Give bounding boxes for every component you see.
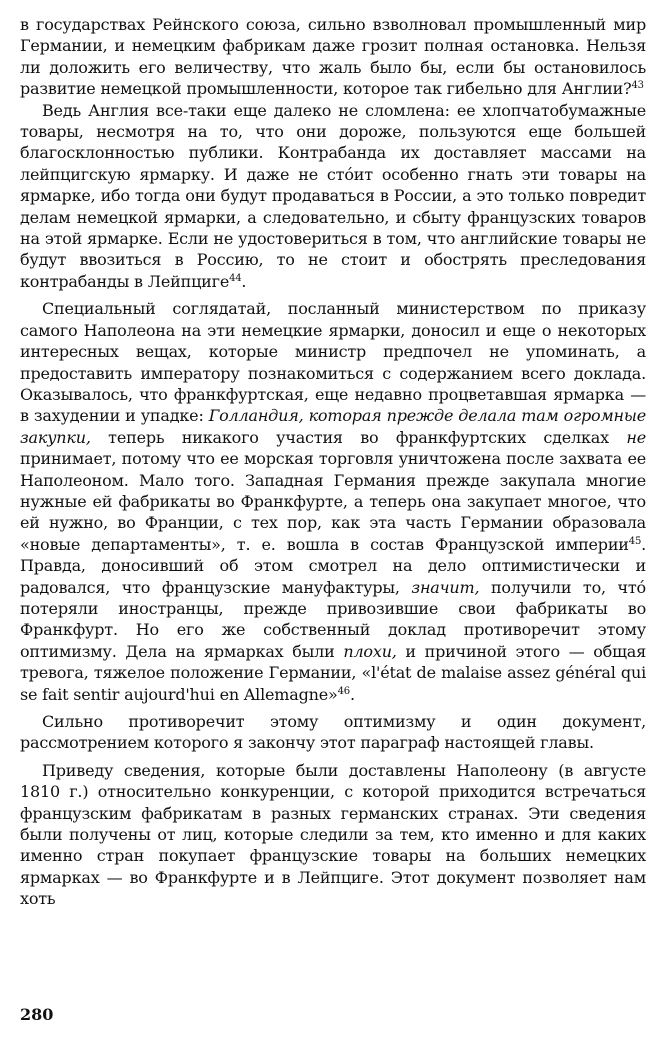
text-run: Приведу сведения, которые были доставлены Наполеону (в августе 1810 г.) относительно конкуренции, с которой приходится встречаться французским фабрикатам в разных германских странах. Эти сведения были получены от лиц, которые следили за тем, кто именно и для каких именно стран покупает французские товары на больших немецких ярмарках — во Франкфурте и в Лейпциге. Этот документ позволяет нам хоть (20, 760, 646, 909)
italic-text: Голландия, которая прежде делала там огромные закупки, (20, 406, 646, 447)
italic-text: не (626, 427, 646, 447)
footnote-ref: 43 (631, 80, 644, 92)
footnote-ref: 46 (337, 685, 350, 697)
text-run: . (241, 271, 247, 291)
text-run: Ведь Англия все-таки еще далеко не сломлена: ее хлопчатобумажные товары, несмотря на то, что они дороже, пользуются еще большей благосклонностью публики. Контрабанда их доставляет массами на лейпцигскую ярмарку. И даже не стóит особенно гнать эти товары на ярмарке, ибо тогда они будут продаваться в России, а это только повредит делам немецкой ярмарки, а следовательно, и сбыту французских товаров на этой ярмарке. Если не удостовериться в том, что английские товары не будут ввозиться в Россию, то не стоит и обострять преследования контрабанды в Лейпциге (20, 100, 646, 291)
text-run: в государствах Рейнского союза, сильно взволновал промышленный мир Германии, и немецким фабрикам даже грозит полная остановка. Нельзя ли доложить его величеству, что жаль было бы, если бы остановилось развитие немецкой промышленности, которое так гибельно для Англии? (20, 15, 646, 99)
text-run: и причиной этого — общая тревога, тяжелое положение Германии, «l'état de malaise assez général qui se fait sentir aujourd'hui en Allemagne» (20, 641, 646, 704)
page-number: 280 (20, 1005, 54, 1024)
italic-text: плохи, (343, 641, 397, 661)
footnote-ref: 44 (229, 272, 242, 284)
footnote-ref: 45 (628, 535, 642, 547)
paragraph (20, 760, 646, 910)
text-run: получили то, чтó потеряли иностранцы, прежде привозившие свои фабрикаты во Франкфурт. Но его же собственный доклад противоречит этому оптимизму. Дела на ярмарках были (20, 577, 646, 661)
paragraph (20, 298, 646, 705)
text-run: Специальный соглядатай, посланный министерством по приказу самого Наполеона на эти немецкие ярмарки, доносил и еще о некоторых интересных вещах, которые министр предпочел не упоминать, а предоставить императору познакомиться с содержанием всего доклада. Оказывалось, что франкфуртская, еще недавно процветавшая ярмарка — в захудении и упадке: (20, 299, 646, 426)
body-text (20, 14, 646, 910)
text-run: Сильно противоречит этому оптимизму и один документ, рассмотрением которого я закончу этот параграф настоящей главы. (20, 712, 646, 753)
text-run: . Правда, доносивший об этом смотрел на дело оптимистически и радовался, что французские мануфактуры, (20, 534, 646, 597)
paragraph (20, 100, 646, 293)
paragraph (20, 711, 646, 754)
paragraph (20, 14, 646, 100)
italic-text: значит, (411, 577, 480, 597)
text-run: . (349, 684, 355, 704)
text-run: принимает, потому что ее морская торговля уничтожена после захвата ее Наполеоном. Мало того. Западная Германия прежде закупала многие нужные ей фабрикаты во Франкфурте, а теперь она закупает многое, что ей нужно, во Франции, с тех пор, как эта часть Германии образовала «новые департаменты», т. е. вошла в состав Французской империи (20, 449, 646, 554)
text-run: теперь никакого участия во франкфуртских сделках (90, 427, 627, 447)
